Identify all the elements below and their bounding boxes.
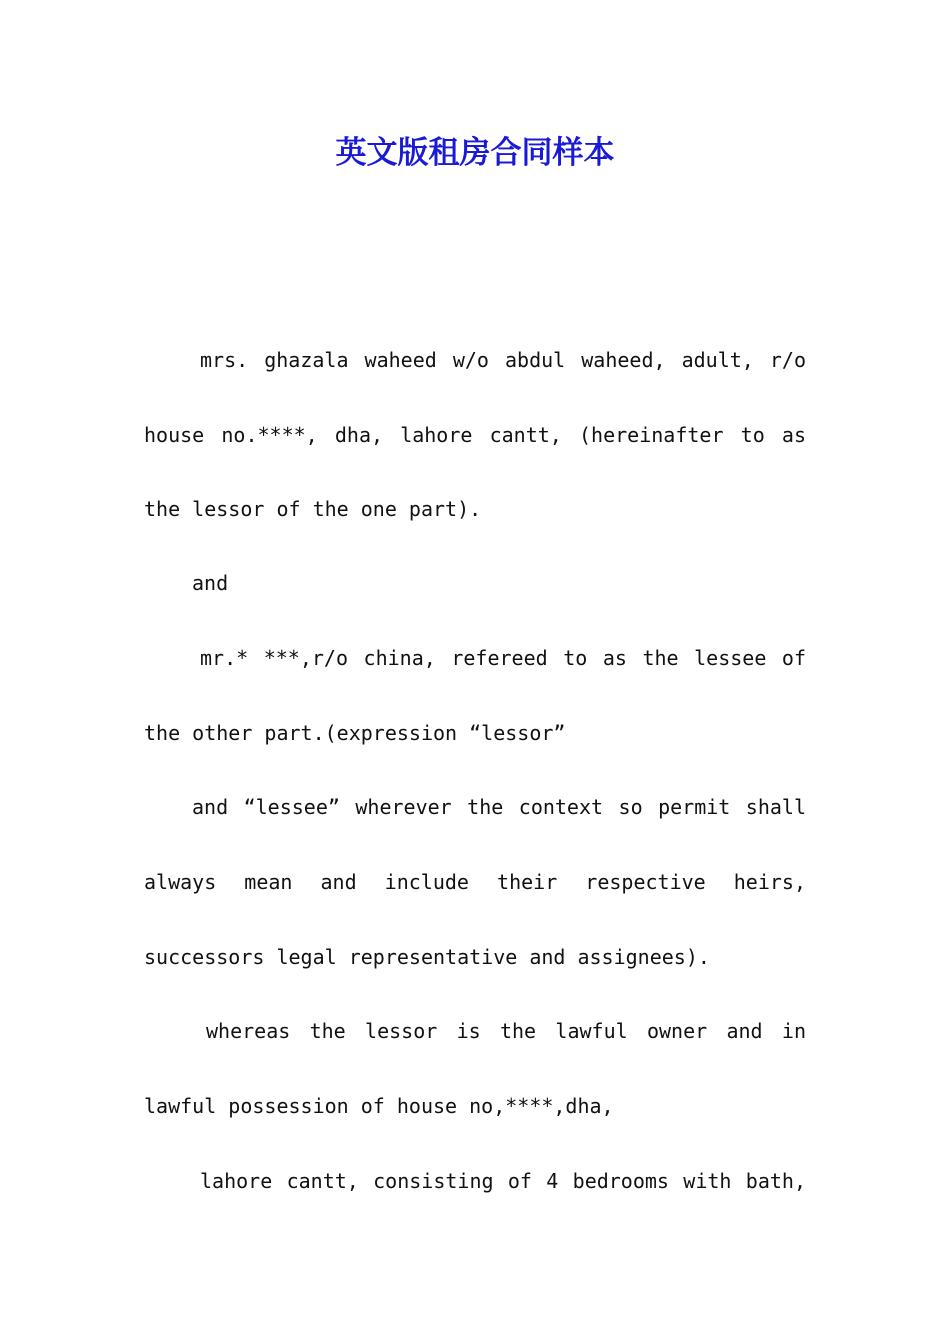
paragraph-line: and “lessee” wherever the context so permit shall: [192, 795, 806, 819]
document-title: 英文版租房合同样本: [335, 135, 615, 171]
paragraph-line: mrs. ghazala waheed w/o abdul waheed, adult, r/o: [200, 348, 806, 372]
paragraph-line: the lessor of the one part).: [144, 497, 482, 521]
paragraph-line: mr.* ***,r/o china, refereed to as the lessee of: [200, 646, 806, 670]
paragraph-line: successors legal representative and assignees).: [144, 945, 710, 969]
paragraph-line: lahore cantt, consisting of 4 bedrooms with bath,: [200, 1169, 806, 1193]
paragraph-line: the other part.(expression “lessor”: [144, 721, 566, 745]
paragraph-line: always mean and include their respective heirs,: [144, 870, 806, 894]
paragraph-line: and: [192, 571, 229, 595]
paragraph-line: lawful possession of house no,****,dha,: [144, 1094, 614, 1118]
paragraph-line: whereas the lessor is the lawful owner and in: [206, 1019, 806, 1043]
paragraph-line: house no.****, dha, lahore cantt, (hereinafter to as: [144, 423, 806, 447]
